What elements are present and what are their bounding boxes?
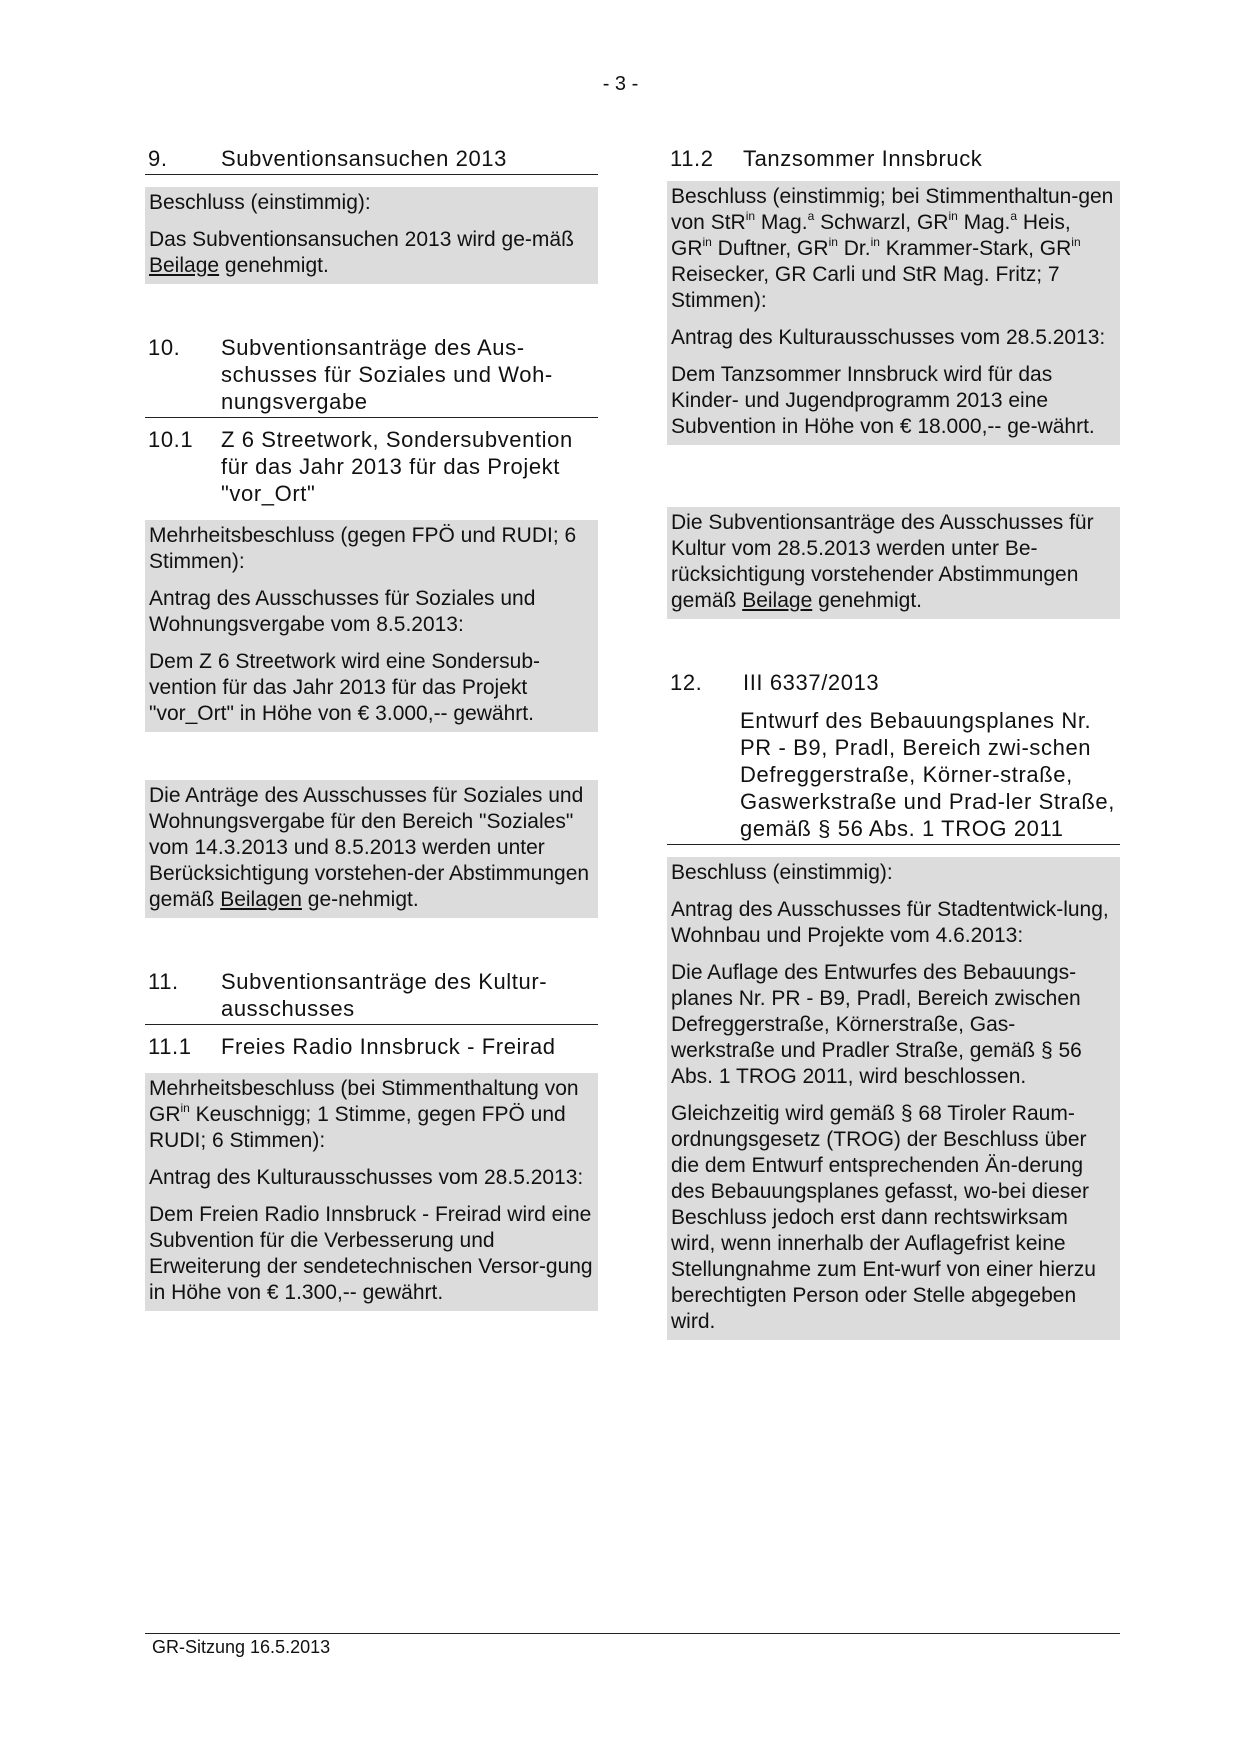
section-title: Z 6 Streetwork, Sondersubvention für das Jahr 2013 für das Projekt "vor_Ort" [221, 427, 573, 506]
section-11-2-heading [667, 145, 1120, 173]
resolution-text: Die Auflage des Entwurfes des Bebauungs-planes Nr. PR - B9, Pradl, Bereich zwischen Defreggerstraße, Körnerstraße, Gas-werkstraße und Pradler Straße, gemäß § 56 Abs. 1 TROG 2011, wird beschlossen. [671, 961, 1082, 1088]
section-number: 10. [148, 335, 181, 360]
section-9-heading [145, 145, 598, 175]
resolution-text: Gleichzeitig wird gemäß § 68 Tiroler Raum-ordnungsgesetz (TROG) der Beschluss über die dem Entwurf entsprechenden Än-derung des Bebauungsplanes gefasst, wo-bei dieser Beschluss jedoch erst dann rechtswirksam wird, wenn innerhalb der Auflagefrist keine Stellungnahme zum Ent-wurf von einer hierzu berechtigten Person oder Stelle abgegeben wird. [671, 1102, 1096, 1333]
section-title: Subventionsanträge des Kultur-ausschusses [221, 969, 548, 1021]
section-12-title [667, 707, 1120, 845]
left-column [145, 145, 598, 1311]
footer-rule [145, 1633, 1120, 1634]
summary-text: Die Anträge des Ausschusses für Soziales und Wohnungsvergabe für den Bereich "Soziales" vom 14.3.2013 und 8.5.2013 werden unter Berücksichtigung vorstehen-der Abstimmungen gemäß Beilagen ge-nehmigt. [149, 784, 590, 911]
motion-text: Antrag des Kulturausschusses vom 28.5.2013: [671, 326, 1106, 349]
section-number: 12. [670, 670, 703, 695]
section-number: 9. [148, 146, 168, 171]
section-title: Entwurf des Bebauungsplanes Nr. PR - B9, Pradl, Bereich zwi-schen Defreggerstraße, Körner-straße, Gaswerkstraße und Prad-ler Straße, gemäß § 56 Abs. 1 TROG 2011 [740, 708, 1115, 841]
decision-text: Mehrheitsbeschluss (bei Stimmenthaltung von $GR^{in}$ Keuschnigg; 1 Stimme, gegen FPÖ und RUDI; 6 Stimmen): [149, 1077, 579, 1152]
decision-text: Beschluss (einstimmig; bei Stimmenthaltun-gen von StR$^{in}$ Mag.$^a$ Schwarzl, $GR^{in}$ Mag.$^a$ Heis, $GR^{in}$ Duftner, $GR^{in}$ Dr.$^{in}$ Krammer-Stark, $GR^{in}$ Reisecker, GR Carli und StR Mag. Fritz; 7 Stimmen): [671, 185, 1114, 312]
motion-text: Antrag des Kulturausschusses vom 28.5.2013: [149, 1166, 584, 1189]
section-10-summary-box [145, 780, 598, 918]
resolution-text: Dem Tanzsommer Innsbruck wird für das Kinder- und Jugendprogramm 2013 eine Subvention in Höhe von € 18.000,-- ge-währt. [671, 363, 1095, 438]
section-title: Tanzsommer Innsbruck [743, 146, 983, 171]
section-number: 11. [148, 969, 179, 994]
decision-text: Beschluss (einstimmig): [149, 191, 371, 214]
beilage-link[interactable]: Beilage [742, 589, 813, 612]
motion-text: Antrag des Ausschusses für Stadtentwick-lung, Wohnbau und Projekte vom 4.6.2013: [671, 898, 1109, 947]
section-10-1-heading [145, 426, 598, 508]
summary-text: Die Subventionsanträge des Ausschusses für Kultur vom 28.5.2013 werden unter Be-rücksichtigung vorstehender Abstimmungen gemäß Beilage genehmigt. [671, 511, 1094, 612]
section-title: Subventionsanträge des Aus-schusses für Soziales und Woh-nungsvergabe [221, 335, 553, 414]
section-number: 10.1 [148, 427, 194, 452]
section-11-heading [145, 968, 598, 1025]
footer-text: GR-Sitzung 16.5.2013 [152, 1637, 331, 1657]
section-11-1-decision-box [145, 1073, 598, 1311]
section-11-2-decision-box [667, 181, 1120, 445]
beilagen-link[interactable]: Beilagen [220, 888, 302, 911]
decision-text: Mehrheitsbeschluss (gegen FPÖ und RUDI; 6 Stimmen): [149, 524, 577, 573]
section-number: 11.2 [670, 146, 714, 171]
resolution-text: Dem Z 6 Streetwork wird eine Sondersub-vention für das Jahr 2013 für das Projekt "vor_Ort" in Höhe von € 3.000,-- gewährt. [149, 650, 540, 725]
section-title: Freies Radio Innsbruck - Freirad [221, 1034, 556, 1059]
section-12-heading [667, 669, 1120, 697]
decision-text: Beschluss (einstimmig): [671, 861, 893, 884]
section-number: 11.1 [148, 1034, 192, 1059]
motion-text: Antrag des Ausschusses für Soziales und Wohnungsvergabe vom 8.5.2013: [149, 587, 536, 636]
section-title: Subventionsansuchen 2013 [221, 146, 507, 171]
right-column [667, 145, 1120, 1340]
beilage-link[interactable]: Beilage [149, 254, 220, 277]
section-11-1-heading [145, 1033, 598, 1061]
resolution-text: Das Subventionsansuchen 2013 wird ge-mäß Beilage genehmigt. [149, 228, 574, 277]
resolution-text: Dem Freien Radio Innsbruck - Freirad wird eine Subvention für die Verbesserung und Erweiterung der sendetechnischen Versor-gung in Höhe von € 1.300,-- gewährt. [149, 1203, 593, 1304]
section-10-heading [145, 334, 598, 418]
section-reference: III 6337/2013 [743, 670, 880, 695]
section-12-decision-box [667, 857, 1120, 1340]
page-number: - 3 - [602, 73, 639, 95]
section-11-summary-box [667, 507, 1120, 619]
section-9-decision-box [145, 187, 598, 284]
section-10-1-decision-box [145, 520, 598, 732]
